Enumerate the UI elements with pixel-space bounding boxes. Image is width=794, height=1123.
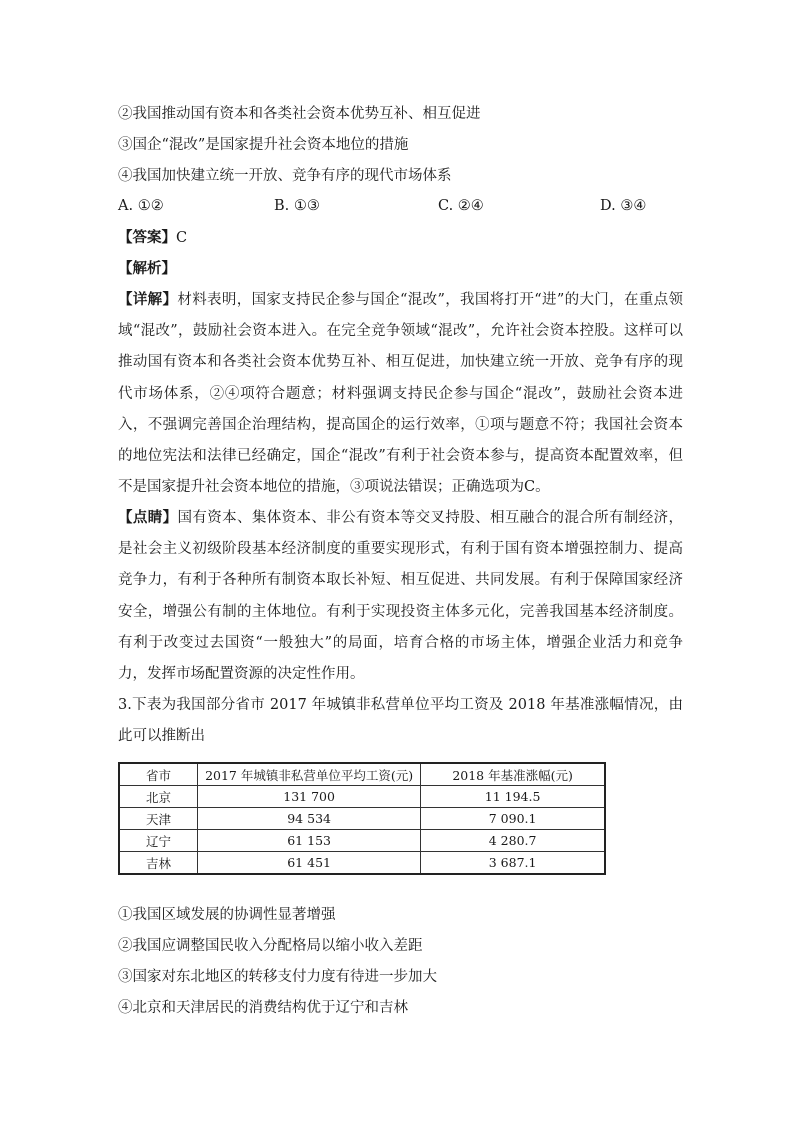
choice-a (118, 196, 164, 216)
cell-wage: 131 700 (198, 786, 421, 808)
header-increase-2018: 2018 年基准涨幅(元) (421, 763, 605, 786)
choice-d (600, 196, 646, 216)
pointer-text: 国有资本、集体资本、非公有资本等交叉持股、相互融合的混合所有制经济，是社会主义初级阶段基本经济制度的重要实现形式，有利于国有资本增强控制力、提高竞争力，有利于各种所有制资本取长补短、相互促进、共同发展。有利于保障国家经济安全，增强公有制的主体地位。有利于实现投资主体多元化，完善我国基本经济制度。有利于改变过去国资“一般独大”的局面，培育合格的市场主体，增强企业活力和竞争力，发挥市场配置资源的决定性作用。 (118, 510, 683, 683)
statement-2: ②我国应调整国民收入分配格局以缩小收入差距 (118, 938, 423, 954)
answer-choices (118, 196, 678, 218)
cell-increase: 3 687.1 (421, 852, 605, 875)
option-statement-3: ③国企“混改”是国家提升社会资本地位的措施 (118, 137, 409, 153)
cell-wage: 61 451 (198, 852, 421, 875)
statement-3: ③国家对东北地区的转移支付力度有待进一步加大 (118, 969, 437, 985)
detail-tag: 【详解】 (118, 291, 178, 308)
wage-table (118, 762, 606, 875)
cell-province: 北京 (119, 786, 198, 808)
statement-4: ④北京和天津居民的消费结构优于辽宁和吉林 (118, 1000, 408, 1016)
pointer-paragraph (118, 502, 683, 690)
header-province: 省市 (119, 763, 198, 786)
cell-wage: 94 534 (198, 808, 421, 830)
table-header-row (119, 763, 605, 786)
choice-letter: A. (118, 198, 134, 214)
detail-text: 材料表明，国家支持民企参与国企“混改”，我国将打开“进”的大门，在重点领域“混改”，鼓励社会资本进入。在完全竞争领域“混改”，允许社会资本控股。这样可以推动国有资本和各类社会资本优势互补、相互促进，加快建立统一开放、竞争有序的现代市场体系，②④项符合题意；材料强调支持民企参与国企“混改”，鼓励社会资本进入，不强调完善国企治理结构，提高国企的运行效率，①项与题意不符；我国社会资本的地位宪法和法律已经确定，国企“混改”有利于社会资本参与，提高资本配置效率，但不是国家提升社会资本地位的措施，③项说法错误；正确选项为C。 (118, 292, 683, 496)
answer-value: C (176, 230, 188, 246)
choice-text: ①② (137, 198, 164, 214)
analysis-label: 【解析】 (118, 260, 176, 277)
choice-text: ③④ (620, 198, 647, 214)
choice-letter: D. (600, 198, 616, 214)
header-avg-wage-2017: 2017 年城镇非私营单位平均工资(元) (198, 763, 421, 786)
cell-province: 辽宁 (119, 830, 198, 852)
answer-tag: 【答案】 (118, 229, 176, 246)
statement-1: ①我国区域发展的协调性显著增强 (118, 907, 336, 923)
cell-increase: 7 090.1 (421, 808, 605, 830)
table-row (119, 808, 605, 830)
choice-text: ①③ (293, 198, 320, 214)
cell-wage: 61 153 (198, 830, 421, 852)
question-3-stem: 3.下表为我国部分省市 2017 年城镇非私营单位平均工资及 2018 年基准涨幅情况，由此可以推断出 (118, 697, 683, 745)
option-statement-4: ④我国加快建立统一开放、竞争有序的现代市场体系 (118, 168, 452, 184)
cell-increase: 4 280.7 (421, 830, 605, 852)
detail-paragraph (118, 284, 683, 503)
cell-increase: 11 194.5 (421, 786, 605, 808)
pointer-tag: 【点睛】 (118, 509, 178, 526)
table-row (119, 830, 605, 852)
choice-c (438, 196, 484, 216)
answer-line (118, 228, 187, 248)
choice-letter: B. (274, 198, 290, 214)
cell-province: 天津 (119, 808, 198, 830)
choice-letter: C. (438, 198, 454, 214)
cell-province: 吉林 (119, 852, 198, 875)
choice-b (274, 196, 320, 216)
option-statement-2: ②我国推动国有资本和各类社会资本优势互补、相互促进 (118, 106, 481, 122)
table-row (119, 786, 605, 808)
table-row (119, 852, 605, 875)
choice-text: ②④ (457, 198, 484, 214)
